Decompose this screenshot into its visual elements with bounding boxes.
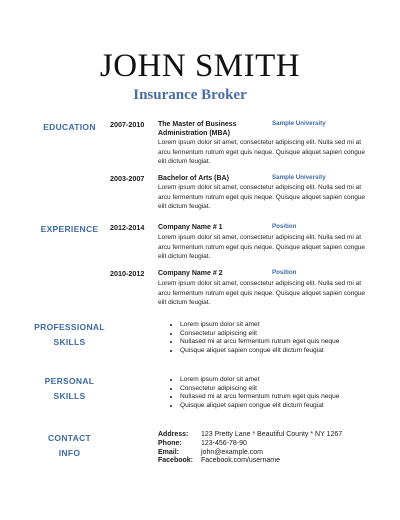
- contact-heading-line-1: CONTACT: [47, 433, 92, 443]
- phone-value: 123-456-78-90: [201, 439, 247, 447]
- experience-1-company: Company Name # 1: [158, 224, 223, 231]
- facebook-label: Facebook:: [158, 457, 194, 465]
- education-1-years: 2007-2010: [110, 120, 145, 129]
- resume-title: Insurance Broker: [133, 87, 247, 103]
- resume-name: JOHN SMITH: [99, 48, 301, 84]
- experience-2-years: 2010-2012: [110, 269, 145, 278]
- phone-label: Phone:: [158, 439, 182, 447]
- education-2-degree: Bachelor of Arts (BA): [158, 175, 229, 182]
- list-item: • Quisque aliquet sapien congue elit dictum feugiat: [180, 402, 380, 411]
- experience-1-description: Lorem ipsum dolor sit amet, consectetur adipiscing elit. Nulla sed mi at arcu fermentum rutrum eget quis neque. Quisque aliquet sapien congue elit dictum feugiat.: [158, 234, 366, 260]
- email-label: Email:: [158, 448, 180, 456]
- list-item: • Lorem ipsum dolor sit amet: [180, 376, 380, 385]
- contact-phone-row: [158, 440, 342, 449]
- personal-heading-line-1: PERSONAL: [44, 376, 95, 386]
- section-personal-skills-heading: [22, 374, 117, 404]
- experience-1-years: 2012-2014: [110, 223, 145, 232]
- personal-skills-list: [168, 376, 380, 411]
- list-item: • Nullased mi at arcu fermentum rutrum eget quis neque: [180, 393, 380, 402]
- contact-block: [158, 431, 342, 466]
- section-contact-heading: [22, 431, 117, 461]
- personal-heading-line-2: SKILLS: [53, 391, 86, 401]
- experience-2-position: Position: [272, 269, 297, 276]
- list-item: • Consectetur adipiscing elit: [180, 330, 380, 339]
- professional-heading-line-1: PROFESSIONAL: [34, 322, 105, 332]
- education-1-school: Sample University: [272, 120, 326, 127]
- list-item: • Quisque aliquet sapien congue elit dictum feugiat: [180, 347, 380, 356]
- professional-skills-list: [168, 321, 380, 356]
- section-education-heading: EDUCATION: [43, 122, 96, 132]
- list-item: • Lorem ipsum dolor sit amet: [180, 321, 380, 330]
- contact-email-row: [158, 449, 342, 458]
- list-item: • Nullased mi at arcu fermentum rutrum eget quis neque: [180, 338, 380, 347]
- professional-heading-line-2: SKILLS: [53, 337, 86, 347]
- education-1-description: Lorem ipsum dolor sit amet, consectetur adipiscing elit. Nulla sed mi at arcu fermentum rutrum eget quis neque. Quisque aliquet sapien congue elit dictum feugiat.: [158, 139, 366, 165]
- list-item: • Consectetur adipiscing elit: [180, 385, 380, 394]
- section-professional-skills-heading: [22, 320, 117, 350]
- contact-facebook-row: [158, 457, 342, 466]
- education-2-years: 2003-2007: [110, 174, 145, 183]
- facebook-value: Facebook.com/username: [201, 457, 280, 465]
- contact-address-row: [158, 431, 342, 440]
- experience-2-description: Lorem ipsum dolor sit amet, consectetur adipiscing elit. Nulla sed mi at arcu fermentum rutrum eget quis neque. Quisque aliquet sapien congue elit dictum feugiat.: [158, 280, 366, 306]
- experience-1-position: Position: [272, 223, 297, 230]
- section-experience-heading: EXPERIENCE: [40, 224, 99, 234]
- education-2-school: Sample University: [272, 174, 326, 181]
- education-1-degree: The Master of Business Administration (MBA): [158, 121, 237, 137]
- experience-2-company: Company Name # 2: [158, 270, 223, 277]
- education-2-description: Lorem ipsum dolor sit amet, consectetur adipiscing elit. Nulla sed mi at arcu fermentum rutrum eget quis neque. Quisque aliquet sapien congue elit dictum feugiat.: [158, 184, 366, 210]
- address-value: 123 Pretty Lane * Beautiful County * NY 1267: [201, 431, 343, 438]
- address-label: Address:: [158, 431, 189, 438]
- contact-heading-line-2: INFO: [58, 448, 81, 458]
- email-value: john@example.com: [201, 448, 263, 456]
